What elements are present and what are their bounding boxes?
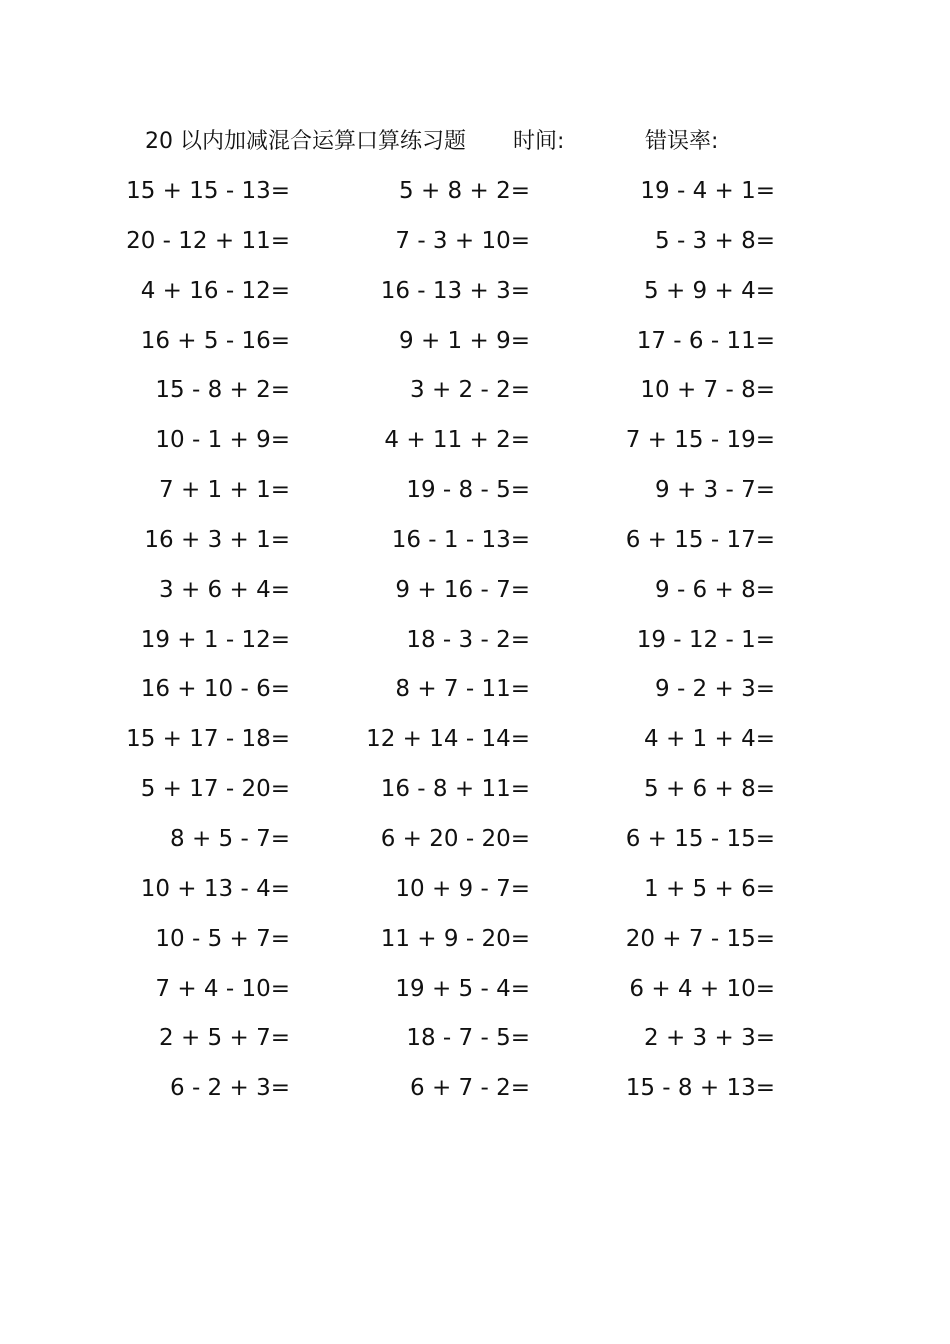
math-problem: 16 - 13 + 3= [380, 277, 530, 304]
math-problem: 19 - 12 - 1= [636, 626, 775, 653]
worksheet-title: 20 以内加减混合运算口算练习题 [145, 129, 466, 154]
math-problem: 15 - 8 + 2= [155, 377, 290, 404]
problem-column-3 [585, 167, 825, 1114]
math-problem: 4 + 1 + 4= [644, 726, 775, 753]
math-problem: 19 + 5 - 4= [395, 975, 530, 1002]
math-problem: 8 + 5 - 7= [170, 825, 290, 852]
time-label: 时间: [513, 129, 565, 154]
math-problem: 5 + 8 + 2= [399, 178, 530, 204]
math-problem: 2 + 5 + 7= [159, 1025, 290, 1052]
math-problem: 3 + 2 - 2= [410, 377, 530, 404]
worksheet-header [145, 124, 825, 160]
math-problem: 7 - 3 + 10= [395, 227, 530, 254]
math-problem: 4 + 16 - 12= [140, 277, 290, 304]
math-problem: 7 + 1 + 1= [159, 477, 290, 504]
math-problem: 5 + 6 + 8= [644, 776, 775, 803]
math-problem: 5 + 17 - 20= [140, 776, 290, 803]
math-problem: 9 + 16 - 7= [395, 576, 530, 603]
problem-column-1 [100, 167, 340, 1114]
math-problem: 10 + 9 - 7= [395, 875, 530, 902]
math-problem: 16 + 5 - 16= [140, 327, 290, 354]
math-problem: 16 - 1 - 13= [391, 526, 530, 553]
problem-column-2 [340, 167, 580, 1114]
math-problem: 11 + 9 - 20= [380, 925, 530, 952]
math-problem: 9 - 2 + 3= [655, 676, 775, 703]
math-problem: 6 + 15 - 15= [625, 825, 775, 852]
math-problem: 9 - 6 + 8= [655, 576, 775, 603]
math-problem: 16 + 10 - 6= [140, 676, 290, 703]
math-problem: 10 - 1 + 9= [155, 427, 290, 454]
math-problem: 19 - 4 + 1= [640, 178, 775, 204]
math-problem: 18 - 7 - 5= [406, 1025, 530, 1052]
math-problem: 9 + 3 - 7= [655, 477, 775, 504]
math-problem: 6 - 2 + 3= [170, 1075, 290, 1102]
math-problem: 6 + 4 + 10= [629, 975, 775, 1002]
math-problem: 8 + 7 - 11= [395, 676, 530, 703]
math-problem: 6 + 15 - 17= [625, 526, 775, 553]
math-problem: 19 + 1 - 12= [140, 626, 290, 653]
math-problem: 10 + 13 - 4= [140, 875, 290, 902]
math-problem: 7 + 4 - 10= [155, 975, 290, 1002]
math-problem: 2 + 3 + 3= [644, 1025, 775, 1052]
math-problem: 12 + 14 - 14= [366, 726, 530, 753]
math-problem: 16 + 3 + 1= [144, 526, 290, 553]
math-problem: 10 - 5 + 7= [155, 925, 290, 952]
math-problem: 3 + 6 + 4= [159, 576, 290, 603]
math-problem: 9 + 1 + 9= [399, 327, 530, 354]
math-problem: 20 - 12 + 11= [126, 227, 290, 254]
math-problem: 19 - 8 - 5= [406, 477, 530, 504]
error-rate-label: 错误率: [645, 129, 719, 154]
math-problem: 16 - 8 + 11= [380, 776, 530, 803]
math-problem: 4 + 11 + 2= [384, 427, 530, 454]
math-problem: 20 + 7 - 15= [625, 925, 775, 952]
math-problem: 15 + 15 - 13= [126, 178, 290, 204]
math-problem: 5 + 9 + 4= [644, 277, 775, 304]
math-problem: 17 - 6 - 11= [636, 327, 775, 354]
math-problem: 6 + 20 - 20= [380, 825, 530, 852]
math-problem: 1 + 5 + 6= [644, 875, 775, 902]
math-problem: 5 - 3 + 8= [655, 227, 775, 254]
math-problem: 10 + 7 - 8= [640, 377, 775, 404]
math-problem: 15 + 17 - 18= [126, 726, 290, 753]
math-problem: 15 - 8 + 13= [625, 1075, 775, 1102]
math-problem: 7 + 15 - 19= [625, 427, 775, 454]
math-problem: 18 - 3 - 2= [406, 626, 530, 653]
math-problem: 6 + 7 - 2= [410, 1075, 530, 1102]
